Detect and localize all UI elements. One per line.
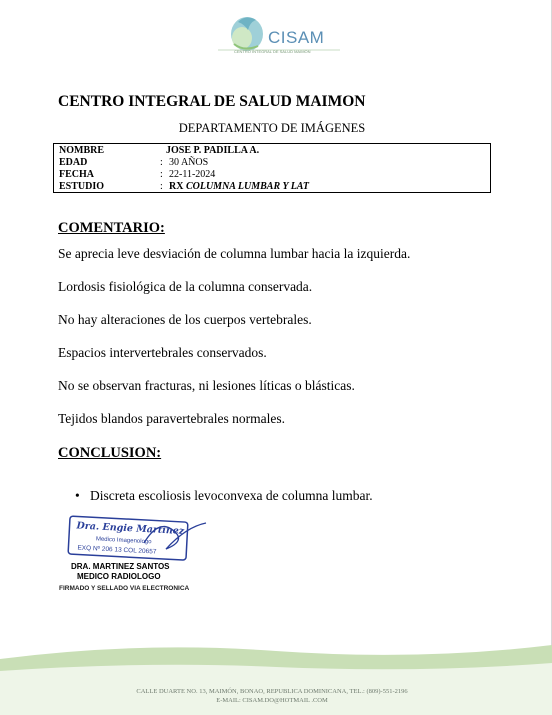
stamp-specialty: Medico Imagenologo: [95, 536, 152, 546]
row-label: NOMBRE: [59, 145, 104, 156]
comment-paragraph: Lordosis fisiológica de la columna conservada.: [58, 279, 313, 294]
signer-title: MEDICO RADIOLOGO: [77, 572, 161, 581]
signer-name: DRA. MARTINEZ SANTOS: [71, 562, 170, 571]
row-colon: :: [160, 157, 163, 168]
conclusion-text: Discreta escoliosis levoconvexa de columna lumbar.: [90, 488, 373, 503]
bullet-icon: •: [75, 488, 80, 503]
comment-paragraph: No hay alteraciones de los cuerpos vertebrales.: [58, 312, 312, 327]
document-title: CENTRO INTEGRAL DE SALUD MAIMON: [58, 93, 366, 110]
study-prefix: RX: [169, 181, 186, 192]
row-colon: :: [160, 169, 163, 180]
stamp-name: Dra. Engie Martinez: [76, 520, 185, 538]
comentario-heading: COMENTARIO:: [58, 220, 165, 236]
signature-stamp: [66, 513, 216, 563]
row-label: FECHA: [59, 169, 94, 180]
footer-wave: [0, 645, 552, 715]
row-colon: :: [160, 181, 163, 192]
footer-address: CALLE DUARTE NO. 13, MAIMÓN, BONAO, REPUBLICA DOMINICANA, TEL.: (809)-551-2196: [136, 688, 408, 695]
department-heading: DEPARTAMENTO DE IMÁGENES: [178, 121, 366, 135]
comment-paragraph: Tejidos blandos paravertebrales normales.: [58, 411, 285, 426]
conclusion-heading: CONCLUSION:: [58, 445, 162, 461]
footer-email: E-MAIL: CISAM.DO@HOTMAIL .COM: [216, 697, 328, 704]
logo-subtitle: CENTRO INTEGRAL DE SALUD MAIMON: [234, 49, 311, 54]
stamp-registration: EXQ Nº 206 13 COL 20657: [77, 544, 157, 556]
row-value: 30 AÑOS: [169, 157, 209, 168]
comment-paragraph: Espacios intervertebrales conservados.: [58, 345, 267, 360]
logo-wordmark: CISAM: [268, 28, 325, 47]
signature-note: FIRMADO Y SELLADO VIA ELECTRONICA: [59, 585, 190, 592]
row-label: ESTUDIO: [59, 181, 105, 192]
comment-paragraph: No se observan fracturas, ni lesiones líticas o blásticas.: [58, 378, 355, 393]
row-label: EDAD: [59, 157, 88, 168]
row-value: 22-11-2024: [169, 169, 216, 180]
study-name: COLUMNA LUMBAR Y LAT: [185, 181, 310, 192]
row-value: [169, 181, 309, 193]
row-value: JOSE P. PADILLA A.: [166, 145, 260, 156]
comment-paragraph: Se aprecia leve desviación de columna lumbar hacia la izquierda.: [58, 246, 411, 261]
patient-info-box: [53, 143, 491, 193]
